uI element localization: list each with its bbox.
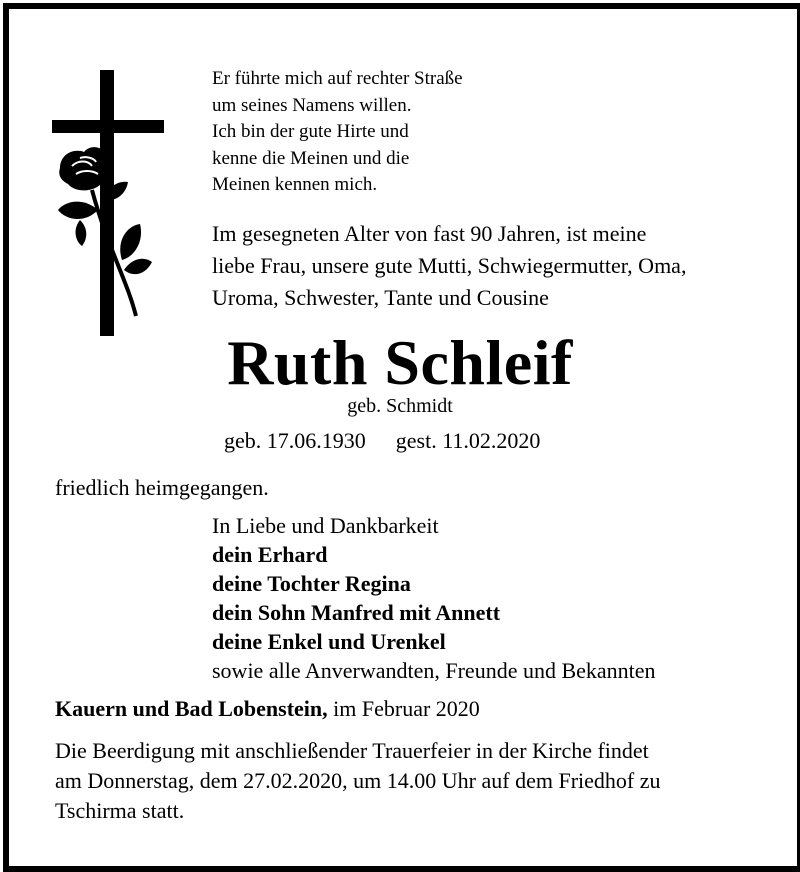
verse-line: Er führte mich auf rechter Straße xyxy=(212,68,463,89)
life-dates xyxy=(224,427,540,455)
intro-line: liebe Frau, unsere gute Mutti, Schwiegermutter, Oma, xyxy=(212,253,687,278)
announcement-intro xyxy=(212,218,686,314)
place-month: im Februar 2020 xyxy=(327,696,480,721)
intro-line: Uroma, Schwester, Tante und Cousine xyxy=(212,285,549,310)
verse-line: Ich bin der gute Hirte und xyxy=(212,121,409,142)
place-location: Kauern und Bad Lobenstein, xyxy=(55,696,328,721)
mourners-block xyxy=(212,511,656,685)
verse-line: Meinen kennen mich. xyxy=(212,174,378,195)
mourner-name: dein Sohn Manfred mit Annett xyxy=(212,600,501,625)
mourner-name: dein Erhard xyxy=(212,542,328,567)
mourners-closing: sowie alle Anverwandten, Freunde und Bekannten xyxy=(212,658,656,683)
intro-line: Im gesegneten Alter von fast 90 Jahren, ist meine xyxy=(212,221,647,246)
deceased-name: Ruth Schleif xyxy=(227,327,573,398)
bible-verse xyxy=(212,66,463,199)
verse-line: kenne die Meinen und die xyxy=(212,147,410,169)
maiden-name xyxy=(0,393,800,419)
mourner-name: deine Tochter Regina xyxy=(212,571,411,596)
verse-line: um seines Namens willen. xyxy=(212,94,412,116)
cross-icon xyxy=(52,70,164,338)
passed-text: friedlich heimgegangen. xyxy=(55,475,269,500)
death-date: gest. 11.02.2020 xyxy=(395,428,541,453)
mourners-intro: In Liebe und Dankbarkeit xyxy=(212,513,439,538)
maiden-name-text: geb. Schmidt xyxy=(347,395,453,417)
place-date xyxy=(55,695,480,723)
mourner-name: deine Enkel und Urenkel xyxy=(212,629,446,654)
funeral-line: Tschirma statt. xyxy=(55,798,185,823)
funeral-line: am Donnerstag, dem 27.02.2020, um 14.00 Uhr auf dem Friedhof zu xyxy=(55,768,661,793)
funeral-line: Die Beerdigung mit anschließender Trauerfeier in der Kirche findet xyxy=(55,738,649,763)
funeral-info xyxy=(55,736,755,826)
birth-date: geb. 17.06.1930 xyxy=(224,428,366,453)
